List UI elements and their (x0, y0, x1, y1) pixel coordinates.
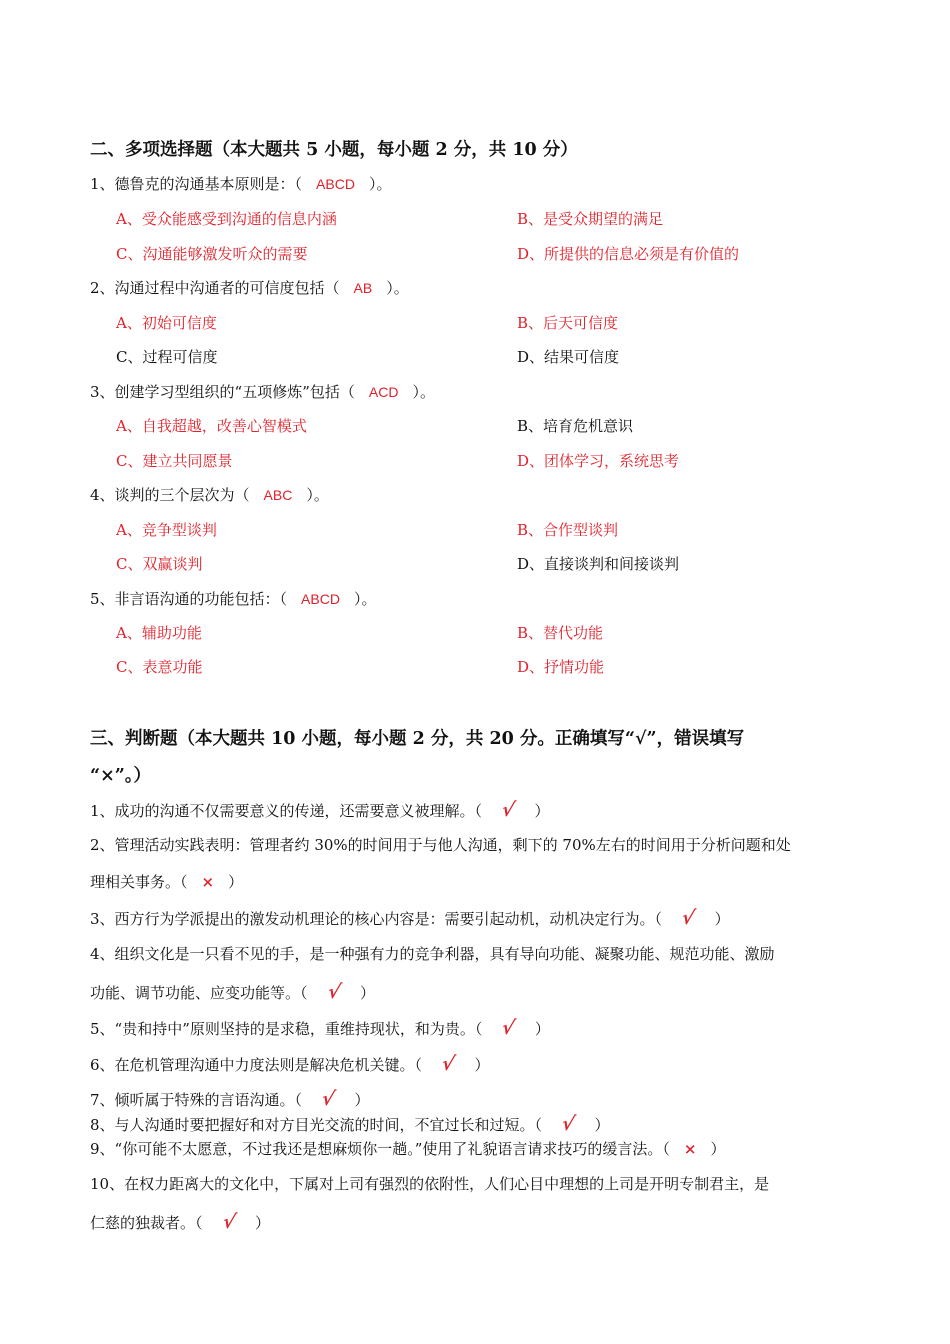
question-stem-end: ）。 (306, 486, 329, 504)
option-c: C、沟通能够激发听众的需要 (116, 245, 308, 263)
section2-title: 二、多项选择题（本大题共 5 小题，每小题 2 分，共 10 分） (90, 140, 578, 160)
statement-text: 9、“你可能不太愿意，不过我还是想麻烦你一趟。”使用了礼貌语言请求技巧的缓言法。（ (90, 1140, 670, 1158)
statement-text: 3、西方行为学派提出的激发动机理论的核心内容是：需要引起动机，动机决定行为。（ (90, 910, 663, 928)
mc-question-2 (90, 277, 409, 298)
option-b: B、是受众期望的满足 (517, 210, 664, 228)
cross-mark-icon: × (201, 873, 215, 891)
question-stem: 5、非言语沟通的功能包括：（ (90, 590, 288, 608)
statement-text: 仁慈的独裁者。（ (90, 1214, 203, 1232)
option-a: A、初始可信度 (116, 314, 217, 332)
question-stem-end: ）。 (412, 383, 435, 401)
option-c: C、表意功能 (116, 658, 203, 676)
check-mark-icon: √ (439, 1053, 457, 1075)
tf-item-4: 4、组织文化是一只看不见的手，是一种强有力的竞争利器，具有导向功能、凝聚功能、规范功能、激励 (90, 945, 775, 963)
option-b: B、合作型谈判 (517, 521, 619, 539)
answer-text: ABC (263, 487, 293, 503)
close-paren: ） (228, 873, 244, 891)
option-d: D、抒情功能 (517, 658, 605, 676)
tf-item-9 (90, 1138, 725, 1159)
question-stem: 2、沟通过程中沟通者的可信度包括（ (90, 279, 340, 297)
question-stem-end: ）。 (353, 590, 377, 608)
section3-title: 三、判断题（本大题共 10 小题，每小题 2 分，共 20 分。正确填写“√”，错误填写 (90, 729, 745, 749)
option-d: D、结果可信度 (517, 348, 620, 366)
option-d: D、团体学习，系统思考 (517, 452, 680, 470)
answer-text: ACD (368, 384, 399, 400)
close-paren: ） (594, 1116, 610, 1134)
option-b: B、后天可信度 (517, 314, 619, 332)
close-paren: ） (534, 1020, 550, 1038)
tf-item-10-cont (90, 1211, 270, 1233)
tf-item-4-cont (90, 981, 375, 1003)
check-mark-icon: √ (500, 1017, 518, 1039)
statement-text: 功能、调节功能、应变功能等。（ (90, 984, 308, 1002)
statement-text: 1、成功的沟通不仅需要意义的传递，还需要意义被理解。（ (90, 802, 483, 820)
close-paren: ） (474, 1056, 490, 1074)
statement-text: 6、在危机管理沟通中力度法则是解决危机关键。（ (90, 1056, 423, 1074)
answer-text: AB (353, 280, 373, 296)
section3-title-cont: “×”。） (90, 766, 152, 786)
check-mark-icon: √ (559, 1113, 577, 1135)
tf-item-2: 2、管理活动实践表明：管理者约 30%的时间用于与他人沟通，剩下的 70%左右的时间用于分析问题和处 (90, 836, 791, 854)
option-d: D、直接谈判和间接谈判 (517, 555, 680, 573)
close-paren: ） (710, 1140, 726, 1158)
tf-item-3 (90, 907, 730, 929)
question-stem: 4、谈判的三个层次为（ (90, 486, 250, 504)
mc-question-1 (90, 173, 391, 194)
statement-text: 理相关事务。（ (90, 873, 188, 891)
check-mark-icon: √ (679, 907, 697, 929)
mc-question-4 (90, 484, 329, 505)
option-a: A、竞争型谈判 (116, 521, 217, 539)
option-b: B、替代功能 (517, 624, 604, 642)
check-mark-icon: √ (325, 981, 343, 1003)
option-a: A、受众能感受到沟通的信息内涵 (116, 210, 337, 228)
mc-question-3 (90, 381, 435, 402)
close-paren: ） (255, 1214, 271, 1232)
close-paren: ） (354, 1091, 370, 1109)
statement-text: 7、倾听属于特殊的言语沟通。（ (90, 1091, 303, 1109)
answer-text: ABCD (316, 176, 355, 192)
option-a: A、辅助功能 (116, 624, 202, 642)
tf-item-6 (90, 1053, 490, 1075)
question-stem-end: ）。 (386, 279, 409, 297)
tf-item-1 (90, 799, 550, 821)
tf-item-7 (90, 1088, 370, 1110)
option-d: D、所提供的信息必须是有价值的 (517, 245, 740, 263)
option-b: B、培育危机意识 (517, 417, 634, 435)
answer-text: ABCD (301, 591, 340, 607)
tf-item-8 (90, 1113, 610, 1135)
tf-item-2-cont (90, 871, 243, 892)
mc-question-5 (90, 588, 376, 609)
close-paren: ） (714, 910, 730, 928)
close-paren: ） (534, 802, 550, 820)
statement-text: 5、“贵和持中”原则坚持的是求稳，重维持现状，和为贵。（ (90, 1020, 483, 1038)
question-stem: 3、创建学习型组织的“五项修炼”包括（ (90, 383, 355, 401)
tf-item-5 (90, 1017, 550, 1039)
close-paren: ） (360, 984, 376, 1002)
option-a: A、自我超越，改善心智模式 (116, 417, 307, 435)
question-stem: 1、德鲁克的沟通基本原则是：（ (90, 175, 303, 193)
check-mark-icon: √ (220, 1211, 238, 1233)
option-c: C、双赢谈判 (116, 555, 203, 573)
option-c: C、过程可信度 (116, 348, 218, 366)
question-stem-end: ）。 (368, 175, 392, 193)
check-mark-icon: √ (499, 799, 517, 821)
tf-item-10: 10、在权力距离大的文化中，下属对上司有强烈的依附性，人们心目中理想的上司是开明专制君主，是 (90, 1175, 770, 1193)
check-mark-icon: √ (319, 1088, 337, 1110)
cross-mark-icon: × (683, 1140, 697, 1158)
statement-text: 8、与人沟通时要把握好和对方目光交流的时间，不宜过长和过短。（ (90, 1116, 543, 1134)
option-c: C、建立共同愿景 (116, 452, 233, 470)
